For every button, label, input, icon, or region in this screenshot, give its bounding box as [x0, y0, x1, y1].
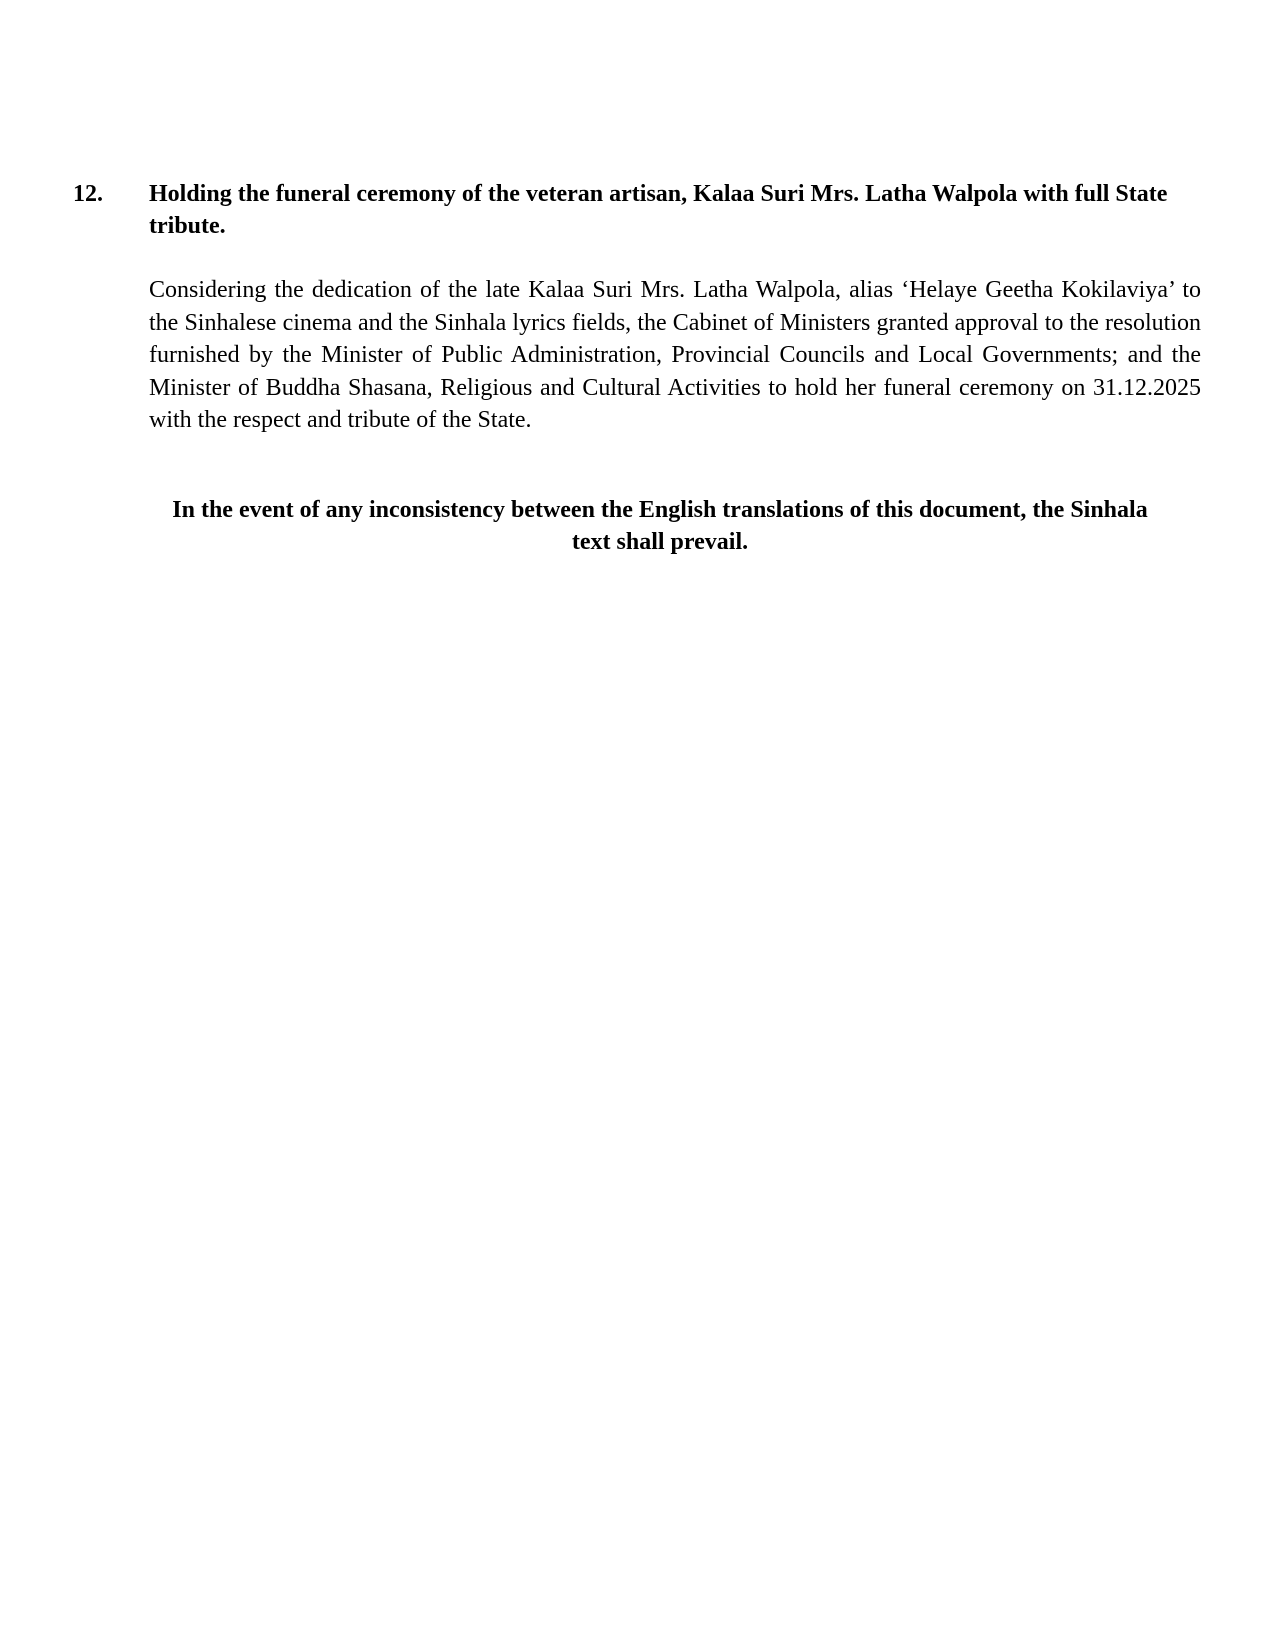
item-body: Considering the dedication of the late Kalaa Suri Mrs. Latha Walpola, alias ‘Helaye Geetha Kokilaviya’ to the Sinhalese cinema and the Sinhala lyrics fields, the Cabinet of Ministers granted approval to the resolution furnished by the Minister of Public Administration, Provincial Councils and Local Governments; and the Minister of Buddha Shasana, Religious and Cultural Activities to hold her funeral ceremony on 31.12.2025 with the respect and tribute of the State.: [149, 277, 1201, 433]
translation-disclaimer: In the event of any inconsistency between the English translations of this document, the Sinhala text shall prevail.: [172, 497, 1148, 555]
item-heading: Holding the funeral ceremony of the veteran artisan, Kalaa Suri Mrs. Latha Walpola with full State tribute.: [149, 181, 1168, 239]
item-number: 12.: [73, 181, 103, 207]
decision-item: [73, 178, 1201, 437]
